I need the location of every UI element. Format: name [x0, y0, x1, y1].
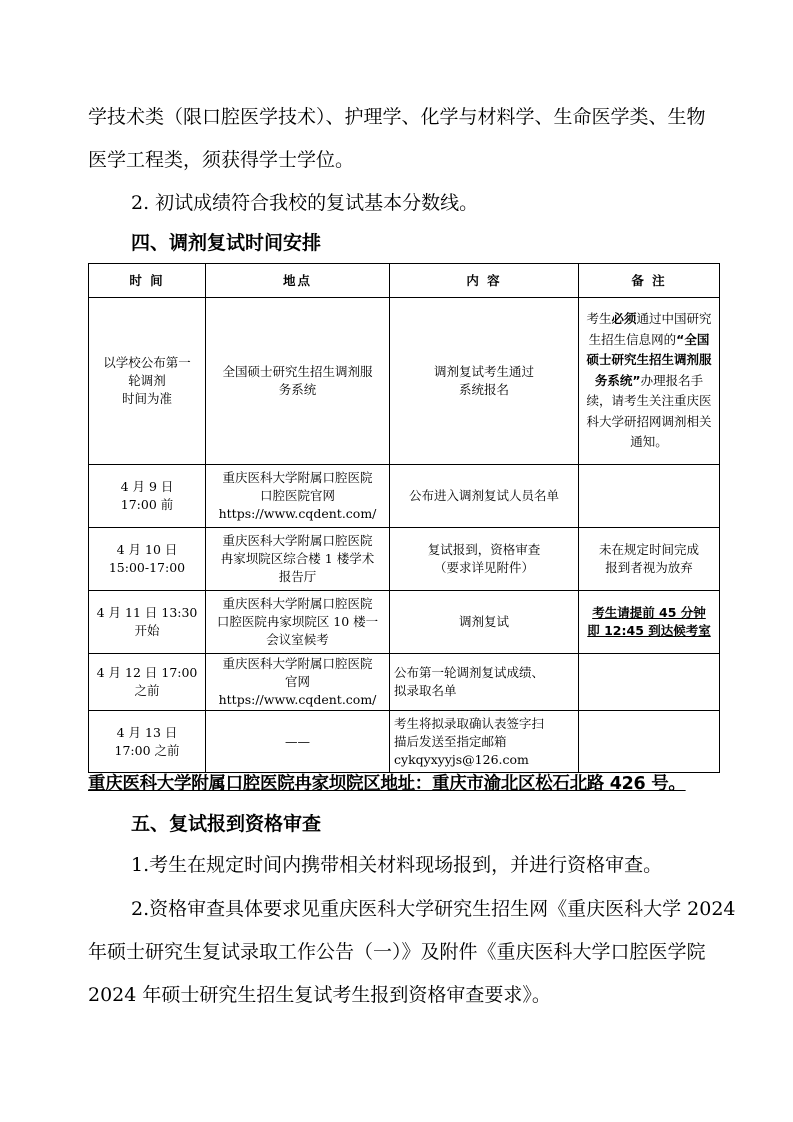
emphasis-must: 必须 — [611, 311, 637, 327]
cell-content: 公布第一轮调剂复试成绩、 拟录取名单 — [390, 654, 579, 711]
cell-note: 考生必须通过中国研究生招生信息网的“全国硕士研究生招生调剂服务系统”办理报名手续，请考生关注重庆医科大学研招网调剂相关通知。 — [579, 298, 720, 465]
paragraph-2: 2. 初试成绩符合我校的复试基本分数线。 — [131, 192, 479, 214]
cell-time: 4 月 11 日 13:30 开始 — [89, 591, 206, 654]
paragraph-1-line-1: 学技术类（限口腔医学技术）、护理学、化学与材料学、生命医学类、生物 — [88, 106, 706, 128]
paragraph-3: 1.考生在规定时间内携带相关材料现场报到，并进行资格审查。 — [131, 854, 663, 876]
header-place: 地点 — [206, 264, 390, 298]
cell-place: 重庆医科大学附属口腔医院 官网 https://www.cqdent.com/ — [206, 654, 390, 711]
cell-note: 未在规定时间完成 报到者视为放弃 — [579, 528, 720, 591]
paragraph-4-line-3: 2024 年硕士研究生招生复试考生报到资格审查要求》。 — [88, 984, 551, 1006]
schedule-table — [88, 263, 720, 773]
cell-place: 全国硕士研究生招生调剂服 务系统 — [206, 298, 390, 465]
table-row — [89, 654, 720, 711]
cell-note — [579, 465, 720, 528]
table-row — [89, 298, 720, 465]
paragraph-4-line-2: 年硕士研究生复试录取工作公告（一）》及附件《重庆医科大学口腔医学院 — [88, 941, 706, 963]
cell-content: 复试报到，资格审查 （要求详见附件） — [390, 528, 579, 591]
table-row — [89, 711, 720, 773]
campus-address: 重庆医科大学附属口腔医院冉家坝院区地址：重庆市渝北区松石北路 426 号。 — [88, 774, 686, 794]
section-heading-5: 五、复试报到资格审查 — [131, 813, 322, 835]
cell-note — [579, 591, 720, 654]
emphasis-system: “全国硕士研究生招生调剂服务系统” — [586, 331, 712, 388]
cell-place: 重庆医科大学附属口腔医院 冉家坝院区综合楼 1 楼学术 报告厅 — [206, 528, 390, 591]
table-row — [89, 591, 720, 654]
section-heading-4: 四、调剂复试时间安排 — [131, 232, 322, 254]
table-row — [89, 528, 720, 591]
cell-note — [579, 654, 720, 711]
cell-place: 重庆医科大学附属口腔医院 口腔医院冉家坝院区 10 楼一 会议室候考 — [206, 591, 390, 654]
table-row — [89, 465, 720, 528]
cell-time: 4 月 12 日 17:00 之前 — [89, 654, 206, 711]
paragraph-1-line-2: 医学工程类，须获得学士学位。 — [88, 149, 355, 171]
cell-time: 以学校公布第一 轮调剂 时间为准 — [89, 298, 206, 465]
cell-time: 4 月 9 日 17:00 前 — [89, 465, 206, 528]
cell-content: 调剂复试 — [390, 591, 579, 654]
cell-time: 4 月 10 日 15:00-17:00 — [89, 528, 206, 591]
header-time: 时 间 — [89, 264, 206, 298]
header-note: 备 注 — [579, 264, 720, 298]
cell-content: 调剂复试考生通过 系统报名 — [390, 298, 579, 465]
cell-place: 重庆医科大学附属口腔医院 口腔医院官网 https://www.cqdent.com/ — [206, 465, 390, 528]
cell-place: —— — [206, 711, 390, 773]
paragraph-4-line-1: 2.资格审查具体要求见重庆医科大学研究生招生网《重庆医科大学 2024 — [131, 898, 736, 920]
cell-content: 公布进入调剂复试人员名单 — [390, 465, 579, 528]
emphasis-arrive-time: 即 12:45 到达候考室 — [587, 623, 711, 638]
emphasis-arrive-early: 考生请提前 45 分钟 — [592, 605, 706, 620]
header-content: 内 容 — [390, 264, 579, 298]
table-header-row — [89, 264, 720, 298]
cell-content: 考生将拟录取确认表签字扫 描后发送至指定邮箱 cykqyxyyjs@126.com — [390, 711, 579, 773]
cell-time: 4 月 13 日 17:00 之前 — [89, 711, 206, 773]
cell-note — [579, 711, 720, 773]
